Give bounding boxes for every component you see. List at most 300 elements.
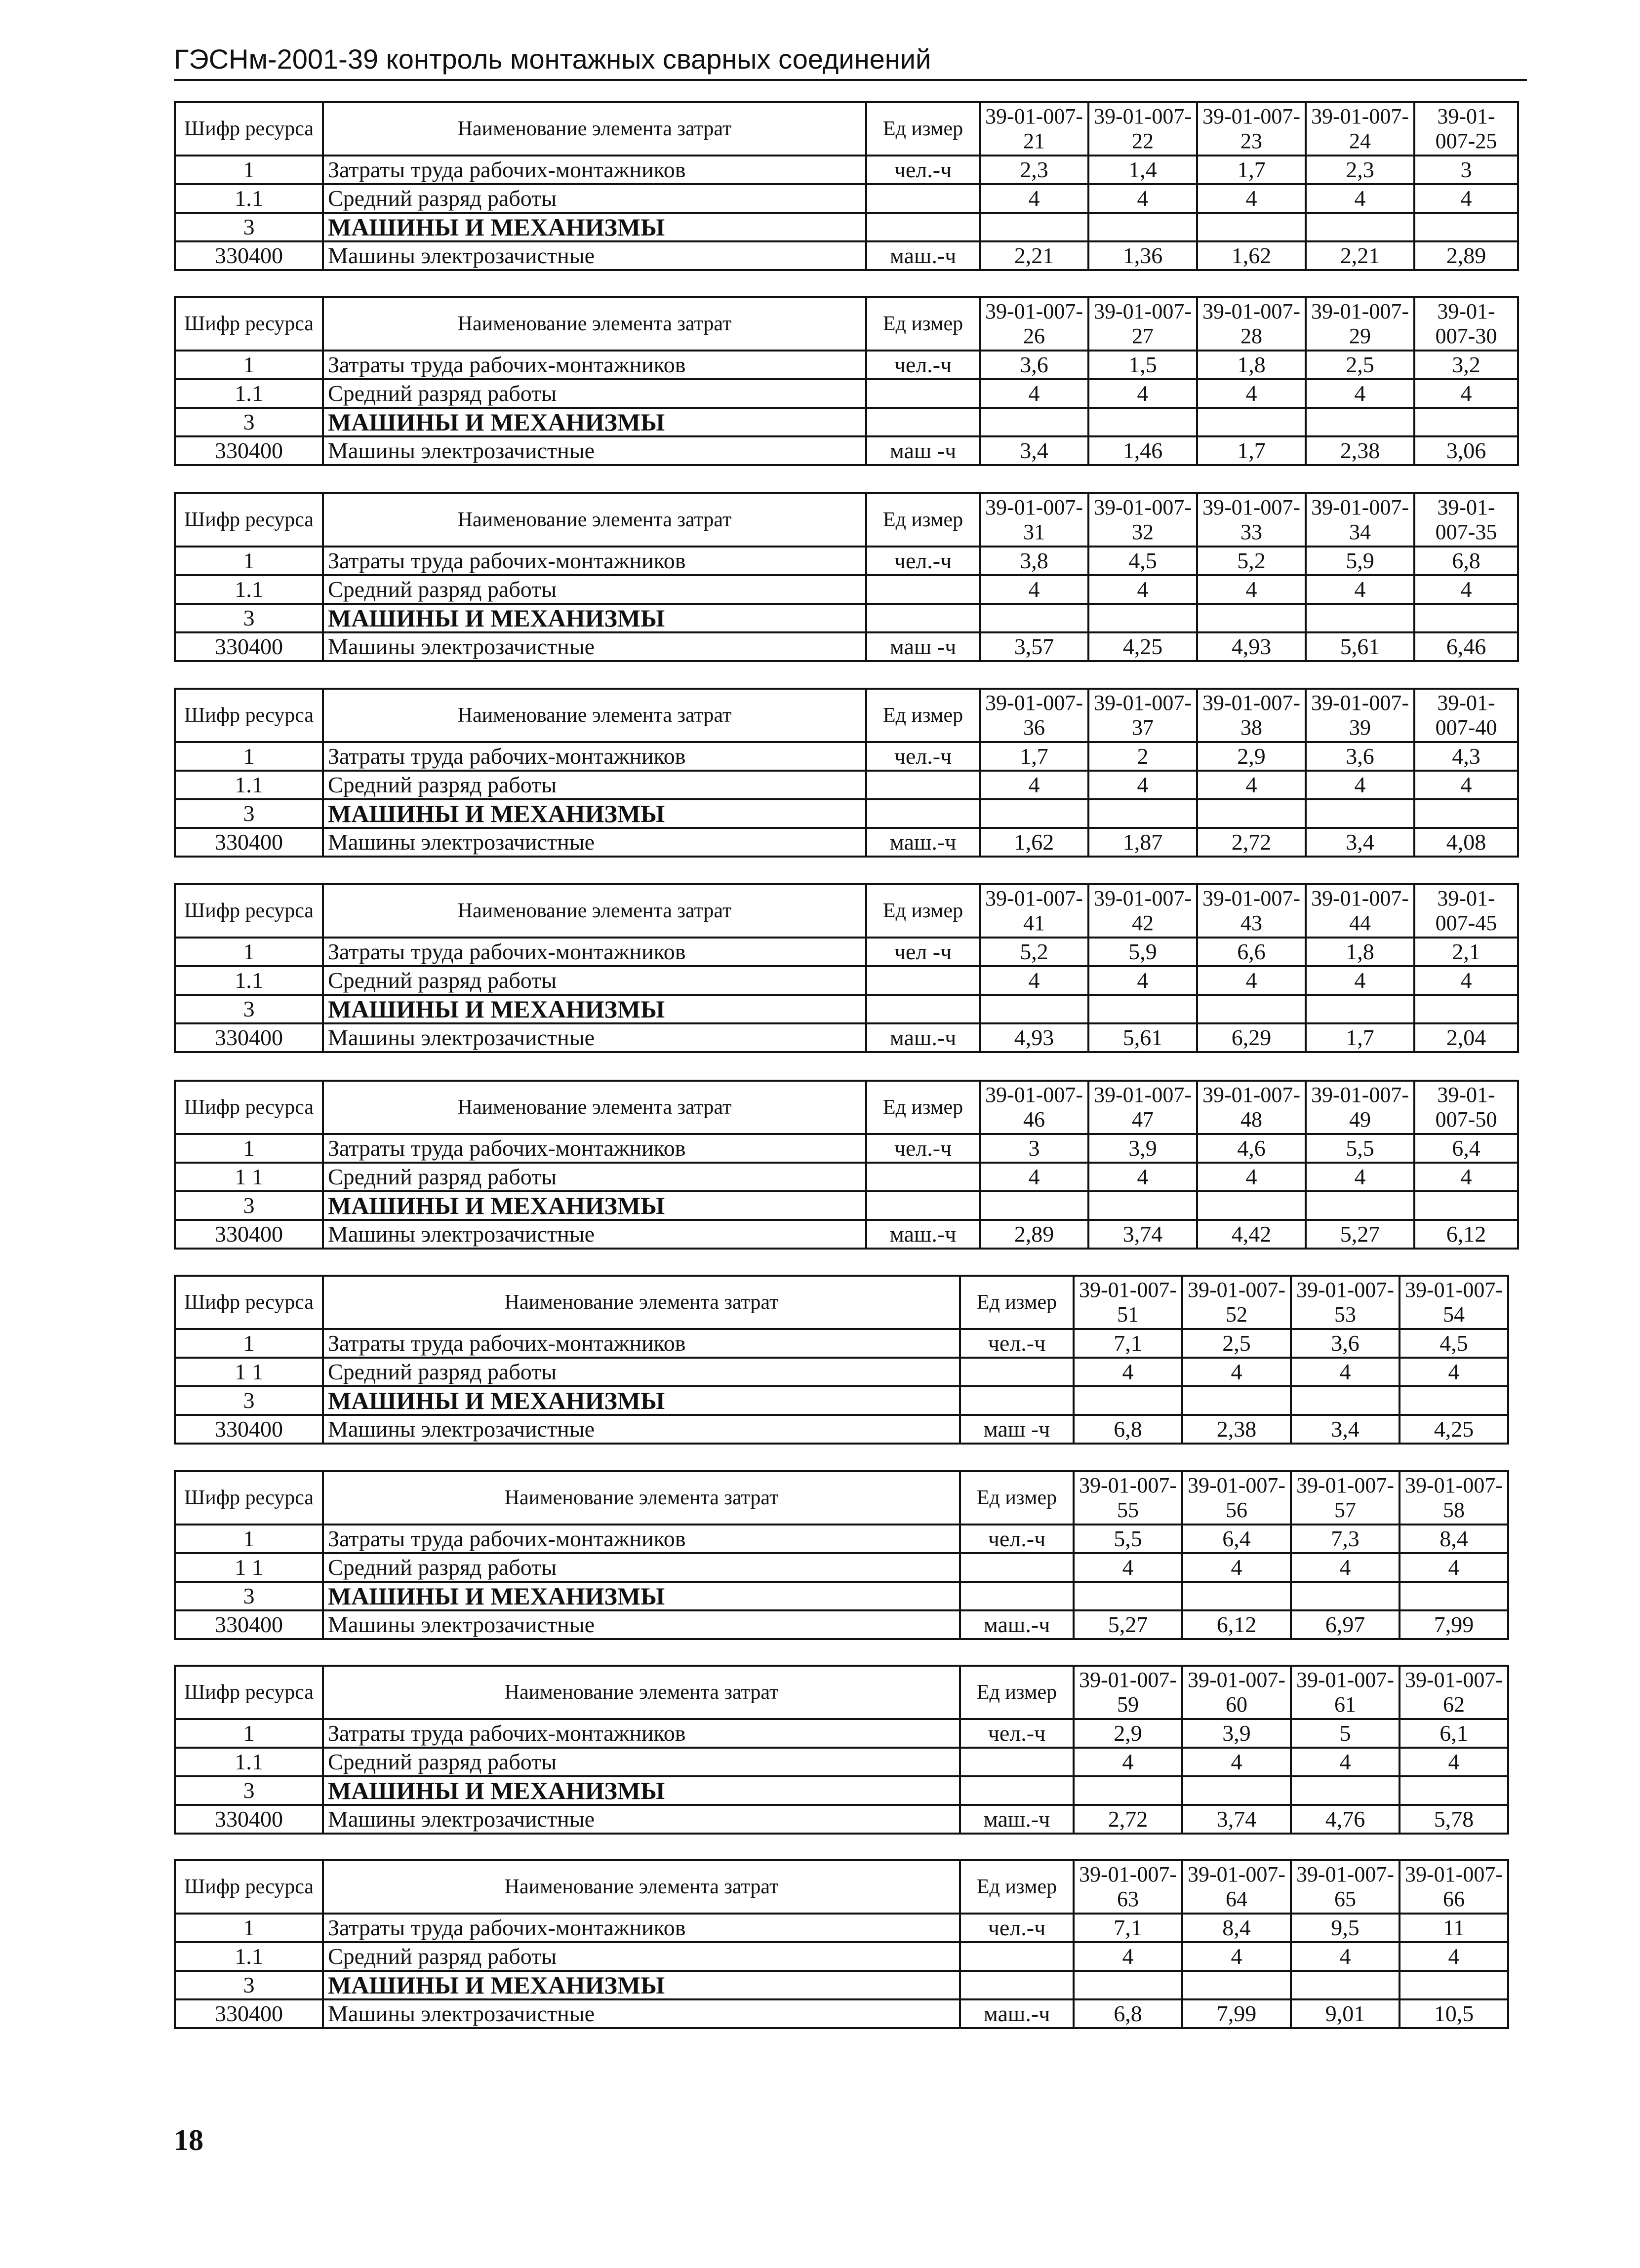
norm-value: 4 [1197, 575, 1306, 604]
norm-value: 4 [1074, 1942, 1182, 1971]
norm-value: 4 [1088, 1163, 1197, 1191]
unit-of-measure [866, 1163, 980, 1191]
cost-element-name: Машины электрозачистные [323, 436, 866, 465]
resource-code: 1 [175, 1329, 323, 1358]
table-row [175, 1386, 1508, 1415]
unit-of-measure [960, 1358, 1074, 1386]
norm-value [1074, 1971, 1182, 1999]
norm-value: 4 [1182, 1553, 1291, 1582]
unit-of-measure: маш.-ч [866, 1220, 980, 1249]
norm-value: 4 [1074, 1358, 1182, 1386]
cost-element-name: Машины электрозачистные [323, 241, 866, 270]
table-header-row [175, 1276, 1508, 1329]
cost-element-name: Средний разряд работы [323, 771, 866, 799]
norm-value: 2,21 [980, 241, 1088, 270]
norm-code-header: 39-01-007-55 [1074, 1471, 1182, 1525]
resource-code: 3 [175, 1971, 323, 1999]
norm-value [1400, 1386, 1508, 1415]
norm-value [1197, 799, 1306, 828]
norm-value: 3,74 [1182, 1805, 1291, 1834]
unit-of-measure [960, 1582, 1074, 1610]
norm-value: 4 [1414, 966, 1518, 995]
norm-value [1088, 213, 1197, 241]
norm-value [1197, 995, 1306, 1023]
table-row [175, 1748, 1508, 1776]
section-heading: МАШИНЫ И МЕХАНИЗМЫ [323, 213, 866, 241]
norm-value [1197, 604, 1306, 632]
norm-value: 2,72 [1197, 828, 1306, 857]
resource-code: 1 1 [175, 1553, 323, 1582]
norm-value [1197, 1191, 1306, 1220]
norm-code-header: 39-01-007-46 [980, 1081, 1088, 1134]
unit-of-measure: чел.-ч [866, 351, 980, 379]
column-header-name: Наименование элемента затрат [323, 493, 866, 547]
norm-value [1088, 604, 1197, 632]
resource-code: 330400 [175, 436, 323, 465]
norm-value: 6,12 [1414, 1220, 1518, 1249]
norm-value: 9,5 [1291, 1914, 1400, 1942]
unit-of-measure [866, 408, 980, 436]
table-row [175, 995, 1518, 1023]
column-header-name: Наименование элемента затрат [323, 297, 866, 351]
section-heading: МАШИНЫ И МЕХАНИЗМЫ [323, 1582, 960, 1610]
column-header-unit: Ед измер [866, 884, 980, 938]
resource-code: 1 [175, 938, 323, 966]
norm-value: 2,72 [1074, 1805, 1182, 1834]
norm-value: 4,93 [980, 1023, 1088, 1052]
column-header-name: Наименование элемента затрат [323, 884, 866, 938]
norm-value: 1,62 [1197, 241, 1306, 270]
norm-value [1074, 1776, 1182, 1805]
norm-value: 2,89 [1414, 241, 1518, 270]
norm-value [980, 213, 1088, 241]
cost-element-name: Затраты труда рабочих-монтажников [323, 1525, 960, 1553]
page-header [174, 39, 1527, 81]
unit-of-measure: чел.-ч [866, 156, 980, 184]
norm-value: 2,9 [1197, 742, 1306, 771]
norm-value: 8,4 [1400, 1525, 1508, 1553]
norm-code-header: 39-01-007-34 [1306, 493, 1414, 547]
norm-value: 2,38 [1306, 436, 1414, 465]
unit-of-measure: маш.-ч [866, 241, 980, 270]
resource-code: 1 [175, 156, 323, 184]
table-row [175, 799, 1518, 828]
norm-value: 3 [1414, 156, 1518, 184]
column-header-unit: Ед измер [866, 297, 980, 351]
norm-value [1306, 799, 1414, 828]
table-header-row [175, 297, 1518, 351]
unit-of-measure: маш.-ч [866, 1023, 980, 1052]
norm-code-header: 39-01-007-32 [1088, 493, 1197, 547]
column-header-code: Шифр ресурса [175, 884, 323, 938]
norm-value: 4 [1400, 1553, 1508, 1582]
norm-value: 6,29 [1197, 1023, 1306, 1052]
resource-code: 330400 [175, 1220, 323, 1249]
column-header-unit: Ед измер [866, 689, 980, 742]
column-header-code: Шифр ресурса [175, 493, 323, 547]
cost-element-name: Машины электрозачистные [323, 1805, 960, 1834]
resource-code: 3 [175, 604, 323, 632]
table-header-row [175, 1666, 1508, 1719]
norm-code-header: 39-01-007-25 [1414, 102, 1518, 156]
norm-value: 2,5 [1306, 351, 1414, 379]
table-row [175, 547, 1518, 575]
norm-value [1306, 1191, 1414, 1220]
norm-value: 2,1 [1414, 938, 1518, 966]
norm-code-header: 39-01-007-29 [1306, 297, 1414, 351]
norm-value: 2,9 [1074, 1719, 1182, 1748]
norm-value [1074, 1582, 1182, 1610]
table-row [175, 1415, 1508, 1444]
resource-table [174, 1859, 1509, 2029]
norm-value: 6,4 [1414, 1134, 1518, 1163]
unit-of-measure [960, 1748, 1074, 1776]
norm-value: 4 [1291, 1748, 1400, 1776]
table-row [175, 379, 1518, 408]
norm-value: 5,2 [980, 938, 1088, 966]
norm-code-header: 39-01-007-51 [1074, 1276, 1182, 1329]
table-row [175, 1023, 1518, 1052]
unit-of-measure: маш.-ч [866, 828, 980, 857]
table-header-row [175, 1860, 1508, 1914]
unit-of-measure [960, 1776, 1074, 1805]
unit-of-measure [866, 1191, 980, 1220]
norm-value: 4 [1197, 379, 1306, 408]
norm-code-header: 39-01-007-22 [1088, 102, 1197, 156]
column-header-unit: Ед измер [960, 1666, 1074, 1719]
norm-code-header: 39-01-007-58 [1400, 1471, 1508, 1525]
table-row [175, 604, 1518, 632]
norm-code-header: 39-01-007-38 [1197, 689, 1306, 742]
norm-code-header: 39-01-007-63 [1074, 1860, 1182, 1914]
norm-code-header: 39-01-007-21 [980, 102, 1088, 156]
norm-value: 2,38 [1182, 1415, 1291, 1444]
norm-value: 2 [1088, 742, 1197, 771]
table-row [175, 1163, 1518, 1191]
table-row [175, 156, 1518, 184]
norm-value: 2,3 [980, 156, 1088, 184]
norm-code-header: 39-01-007-45 [1414, 884, 1518, 938]
unit-of-measure [866, 575, 980, 604]
table-row [175, 1942, 1508, 1971]
unit-of-measure [866, 771, 980, 799]
cost-element-name: Затраты труда рабочих-монтажников [323, 1719, 960, 1748]
table-row [175, 1525, 1508, 1553]
norm-code-header: 39-01-007-61 [1291, 1666, 1400, 1719]
table-row [175, 408, 1518, 436]
resource-code: 330400 [175, 632, 323, 661]
table-row [175, 1971, 1508, 1999]
norm-value [1088, 799, 1197, 828]
table-row [175, 1358, 1508, 1386]
column-header-unit: Ед измер [866, 1081, 980, 1134]
norm-value: 3,06 [1414, 436, 1518, 465]
norm-value: 4 [1182, 1358, 1291, 1386]
norm-value: 1,4 [1088, 156, 1197, 184]
resource-code: 330400 [175, 1023, 323, 1052]
unit-of-measure [866, 966, 980, 995]
norm-value: 5,61 [1306, 632, 1414, 661]
section-heading: МАШИНЫ И МЕХАНИЗМЫ [323, 408, 866, 436]
norm-value: 4 [1306, 575, 1414, 604]
norm-value: 4 [1306, 184, 1414, 213]
norm-code-header: 39-01-007-47 [1088, 1081, 1197, 1134]
table-header-row [175, 493, 1518, 547]
norm-value: 4 [980, 1163, 1088, 1191]
table-row [175, 632, 1518, 661]
cost-element-name: Затраты труда рабочих-монтажников [323, 156, 866, 184]
resource-code: 1 [175, 1719, 323, 1748]
norm-value: 2,3 [1306, 156, 1414, 184]
norm-value: 5 [1291, 1719, 1400, 1748]
norm-value: 5,5 [1074, 1525, 1182, 1553]
cost-element-name: Средний разряд работы [323, 1942, 960, 1971]
column-header-code: Шифр ресурса [175, 1860, 323, 1914]
norm-value: 4 [1414, 771, 1518, 799]
norm-value [1182, 1582, 1291, 1610]
norm-value: 7,1 [1074, 1329, 1182, 1358]
column-header-code: Шифр ресурса [175, 1471, 323, 1525]
unit-of-measure [960, 1553, 1074, 1582]
norm-value: 7,99 [1400, 1610, 1508, 1639]
norm-code-header: 39-01-007-31 [980, 493, 1088, 547]
norm-value: 4 [1306, 379, 1414, 408]
column-header-name: Наименование элемента затрат [323, 1081, 866, 1134]
norm-value: 4 [1291, 1942, 1400, 1971]
norm-value: 3 [980, 1134, 1088, 1163]
norm-value: 3,4 [1306, 828, 1414, 857]
norm-code-header: 39-01-007-44 [1306, 884, 1414, 938]
resource-code: 1 1 [175, 1358, 323, 1386]
norm-value: 3,57 [980, 632, 1088, 661]
norm-value [1414, 408, 1518, 436]
norm-value: 1,5 [1088, 351, 1197, 379]
resource-code: 1.1 [175, 379, 323, 408]
resource-code: 1.1 [175, 184, 323, 213]
resource-table [174, 296, 1519, 466]
norm-value: 7,3 [1291, 1525, 1400, 1553]
norm-value: 1,62 [980, 828, 1088, 857]
table-header-row [175, 102, 1518, 156]
norm-value [1306, 604, 1414, 632]
section-heading: МАШИНЫ И МЕХАНИЗМЫ [323, 1776, 960, 1805]
norm-value [980, 408, 1088, 436]
column-header-unit: Ед измер [866, 102, 980, 156]
column-header-code: Шифр ресурса [175, 1666, 323, 1719]
norm-code-header: 39-01-007-33 [1197, 493, 1306, 547]
resource-code: 3 [175, 408, 323, 436]
column-header-name: Наименование элемента затрат [323, 689, 866, 742]
norm-value [1197, 213, 1306, 241]
norm-value [1182, 1971, 1291, 1999]
norm-value: 6,46 [1414, 632, 1518, 661]
norm-value: 7,99 [1182, 1999, 1291, 2028]
unit-of-measure [960, 1971, 1074, 1999]
resource-code: 1 1 [175, 1163, 323, 1191]
resource-code: 330400 [175, 1610, 323, 1639]
norm-value: 4 [1306, 966, 1414, 995]
resource-code: 3 [175, 995, 323, 1023]
norm-value: 9,01 [1291, 1999, 1400, 2028]
norm-value: 4 [1400, 1358, 1508, 1386]
norm-value: 6,8 [1074, 1415, 1182, 1444]
cost-element-name: Машины электрозачистные [323, 1415, 960, 1444]
norm-value: 2,89 [980, 1220, 1088, 1249]
column-header-unit: Ед измер [960, 1276, 1074, 1329]
section-heading: МАШИНЫ И МЕХАНИЗМЫ [323, 1191, 866, 1220]
norm-value [980, 604, 1088, 632]
norm-value [1291, 1582, 1400, 1610]
norm-code-header: 39-01-007-26 [980, 297, 1088, 351]
norm-value: 3,2 [1414, 351, 1518, 379]
cost-element-name: Затраты труда рабочих-монтажников [323, 742, 866, 771]
norm-value: 1,36 [1088, 241, 1197, 270]
cost-element-name: Затраты труда рабочих-монтажников [323, 1329, 960, 1358]
norm-value: 4 [1400, 1942, 1508, 1971]
column-header-name: Наименование элемента затрат [323, 102, 866, 156]
resource-table [174, 1665, 1509, 1835]
norm-value [1414, 799, 1518, 828]
norm-code-header: 39-01-007-42 [1088, 884, 1197, 938]
norm-value: 1,7 [1197, 436, 1306, 465]
resource-code: 1 [175, 742, 323, 771]
norm-value [1306, 213, 1414, 241]
table-header-row [175, 1471, 1508, 1525]
column-header-name: Наименование элемента затрат [323, 1276, 960, 1329]
norm-value: 6,1 [1400, 1719, 1508, 1748]
column-header-name: Наименование элемента затрат [323, 1666, 960, 1719]
resource-code: 3 [175, 1776, 323, 1805]
norm-code-header: 39-01-007-56 [1182, 1471, 1291, 1525]
norm-value: 4 [1197, 966, 1306, 995]
table-row [175, 436, 1518, 465]
norm-value: 4,3 [1414, 742, 1518, 771]
column-header-code: Шифр ресурса [175, 1276, 323, 1329]
norm-value [1088, 1191, 1197, 1220]
norm-code-header: 39-01-007-35 [1414, 493, 1518, 547]
norm-value: 4 [1074, 1748, 1182, 1776]
norm-value [980, 995, 1088, 1023]
table-row [175, 828, 1518, 857]
norm-value: 4 [980, 184, 1088, 213]
norm-value: 4 [1088, 771, 1197, 799]
resource-code: 3 [175, 1191, 323, 1220]
cost-element-name: Машины электрозачистные [323, 1220, 866, 1249]
norm-value: 6,6 [1197, 938, 1306, 966]
norm-value: 2,21 [1306, 241, 1414, 270]
norm-value: 4,25 [1400, 1415, 1508, 1444]
resource-code: 1.1 [175, 1748, 323, 1776]
norm-value: 1,7 [980, 742, 1088, 771]
norm-value: 4 [980, 771, 1088, 799]
norm-value: 5,5 [1306, 1134, 1414, 1163]
norm-value: 4 [1197, 771, 1306, 799]
cost-element-name: Машины электрозачистные [323, 828, 866, 857]
norm-value: 4 [1088, 966, 1197, 995]
norm-value: 1,8 [1197, 351, 1306, 379]
table-row [175, 184, 1518, 213]
norm-value: 1,7 [1306, 1023, 1414, 1052]
unit-of-measure: чел.-ч [866, 547, 980, 575]
norm-code-header: 39-01-007-23 [1197, 102, 1306, 156]
norm-code-header: 39-01-007-24 [1306, 102, 1414, 156]
norm-value [1306, 408, 1414, 436]
unit-of-measure [866, 379, 980, 408]
resource-code: 330400 [175, 828, 323, 857]
norm-value: 4,08 [1414, 828, 1518, 857]
norm-value: 10,5 [1400, 1999, 1508, 2028]
cost-element-name: Машины электрозачистные [323, 632, 866, 661]
norm-value: 3,4 [980, 436, 1088, 465]
resource-table [174, 1080, 1519, 1250]
norm-value: 4 [1291, 1553, 1400, 1582]
norm-value: 3,6 [1306, 742, 1414, 771]
resource-code: 1 [175, 547, 323, 575]
cost-element-name: Затраты труда рабочих-монтажников [323, 1134, 866, 1163]
norm-code-header: 39-01-007-59 [1074, 1666, 1182, 1719]
cost-element-name: Средний разряд работы [323, 1358, 960, 1386]
norm-value: 1,87 [1088, 828, 1197, 857]
cost-element-name: Средний разряд работы [323, 966, 866, 995]
table-row [175, 1914, 1508, 1942]
column-header-code: Шифр ресурса [175, 1081, 323, 1134]
norm-value: 4 [1306, 771, 1414, 799]
table-row [175, 241, 1518, 270]
resource-table [174, 101, 1519, 271]
cost-element-name: Средний разряд работы [323, 379, 866, 408]
norm-value [1182, 1386, 1291, 1415]
cost-element-name: Средний разряд работы [323, 184, 866, 213]
norm-value [1074, 1386, 1182, 1415]
norm-value: 4 [1088, 184, 1197, 213]
norm-code-header: 39-01-007-60 [1182, 1666, 1291, 1719]
norm-code-header: 39-01-007-27 [1088, 297, 1197, 351]
norm-value: 3,6 [1291, 1329, 1400, 1358]
table-row [175, 1134, 1518, 1163]
norm-value: 3,9 [1182, 1719, 1291, 1748]
norm-value: 5,61 [1088, 1023, 1197, 1052]
resource-code: 1.1 [175, 575, 323, 604]
norm-code-header: 39-01-007-43 [1197, 884, 1306, 938]
page-number: 18 [174, 2124, 203, 2156]
unit-of-measure: чел -ч [866, 938, 980, 966]
norm-value [1400, 1971, 1508, 1999]
unit-of-measure: маш.-ч [960, 1805, 1074, 1834]
resource-table [174, 1275, 1509, 1445]
norm-code-header: 39-01-007-37 [1088, 689, 1197, 742]
norm-value [1414, 1191, 1518, 1220]
norm-value [1414, 213, 1518, 241]
norm-value: 4 [1182, 1942, 1291, 1971]
norm-value: 6,4 [1182, 1525, 1291, 1553]
norm-value: 2,04 [1414, 1023, 1518, 1052]
unit-of-measure: маш -ч [960, 1415, 1074, 1444]
norm-code-header: 39-01-007-28 [1197, 297, 1306, 351]
norm-value: 5,78 [1400, 1805, 1508, 1834]
resource-code: 3 [175, 1582, 323, 1610]
resource-table [174, 492, 1519, 662]
column-header-code: Шифр ресурса [175, 689, 323, 742]
table-row [175, 1999, 1508, 2028]
cost-element-name: Затраты труда рабочих-монтажников [323, 938, 866, 966]
norm-value: 3,8 [980, 547, 1088, 575]
norm-value: 4 [1182, 1748, 1291, 1776]
document-title: ГЭСНм-2001-39 контроль монтажных сварных соединений [174, 43, 931, 75]
table-row [175, 1582, 1508, 1610]
unit-of-measure [960, 1942, 1074, 1971]
norm-value [1088, 408, 1197, 436]
unit-of-measure [866, 604, 980, 632]
